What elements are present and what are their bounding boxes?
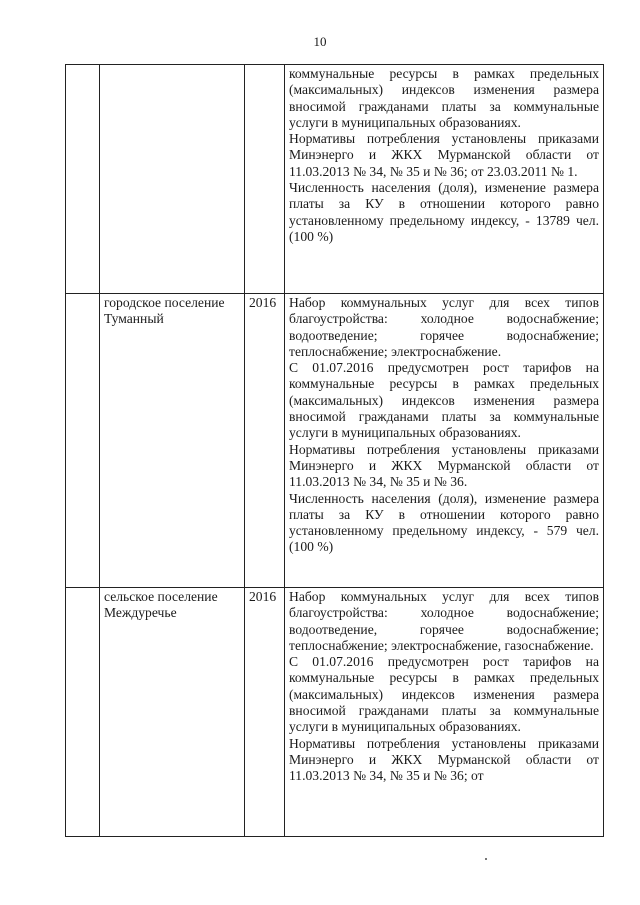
- row-number-cell: [66, 294, 100, 588]
- description-paragraph: Нормативы потребления установлены приказами Минэнерго и ЖКХ Мурманской области от 11.03.2013 № 34, № 35 и № 36; от: [289, 735, 599, 784]
- year-cell: 2016: [245, 294, 285, 588]
- row-number-cell: [66, 588, 100, 837]
- description-paragraph: Набор коммунальных услуг для всех типов благоустройства: холодное водоснабжение; водоотведение; горячее водоснабжение; теплоснабжение; электроснабжение.: [289, 295, 599, 359]
- description-paragraph: Численность населения (доля), изменение размера платы за КУ в отношении которого равно установленному предельному индексу, - 579 чел. (100 %): [289, 490, 599, 555]
- description-paragraph: Нормативы потребления установлены приказами Минэнерго и ЖКХ Мурманской области от 11.03.2013 № 34, № 35 и № 36.: [289, 441, 599, 490]
- municipality-name-cell: сельское поселение Междуречье: [100, 588, 245, 837]
- description-paragraph: С 01.07.2016 предусмотрен рост тарифов на коммунальные ресурсы в рамках предельных (максимальных) индексов изменения размера вносимой гражданами платы за коммунальные услуги в муниципальных образованиях.: [289, 360, 599, 441]
- row-number-cell: [66, 65, 100, 294]
- description-paragraph: коммунальные ресурсы в рамках предельных (максимальных) индексов изменения размера вносимой гражданами платы за коммунальные услуги в муниципальных образованиях.: [289, 66, 599, 130]
- description-paragraph: Численность населения (доля), изменение размера платы за КУ в отношении которого равно установленному предельному индексу, - 13789 чел. (100 %): [289, 180, 599, 244]
- table-row: [66, 65, 604, 294]
- table-row: [66, 588, 604, 837]
- description-cell: [285, 588, 604, 837]
- data-table: [65, 64, 604, 837]
- page-number: 10: [313, 34, 327, 49]
- municipality-name-cell: городское поселение Туманный: [100, 294, 245, 588]
- scan-speck: [485, 858, 487, 860]
- year-cell: [245, 65, 285, 294]
- municipality-name-cell: [100, 65, 245, 294]
- description-paragraph: Нормативы потребления установлены приказами Минэнерго и ЖКХ Мурманской области от 11.03.2013 № 34, № 35 и № 36; от 23.03.2011 № 1.: [289, 131, 599, 179]
- description-paragraph: С 01.07.2016 предусмотрен рост тарифов на коммунальные ресурсы в рамках предельных (максимальных) индексов изменения размера вносимой гражданами платы за коммунальные услуги в муниципальных образованиях.: [289, 654, 599, 735]
- year-cell: 2016: [245, 588, 285, 837]
- description-cell: [285, 294, 604, 588]
- table-row: [66, 294, 604, 588]
- description-paragraph: Набор коммунальных услуг для всех типов благоустройства: холодное водоснабжение; водоотведение, горячее водоснабжение; теплоснабжение; электроснабжение, газоснабжение.: [289, 589, 599, 653]
- description-cell: [285, 65, 604, 294]
